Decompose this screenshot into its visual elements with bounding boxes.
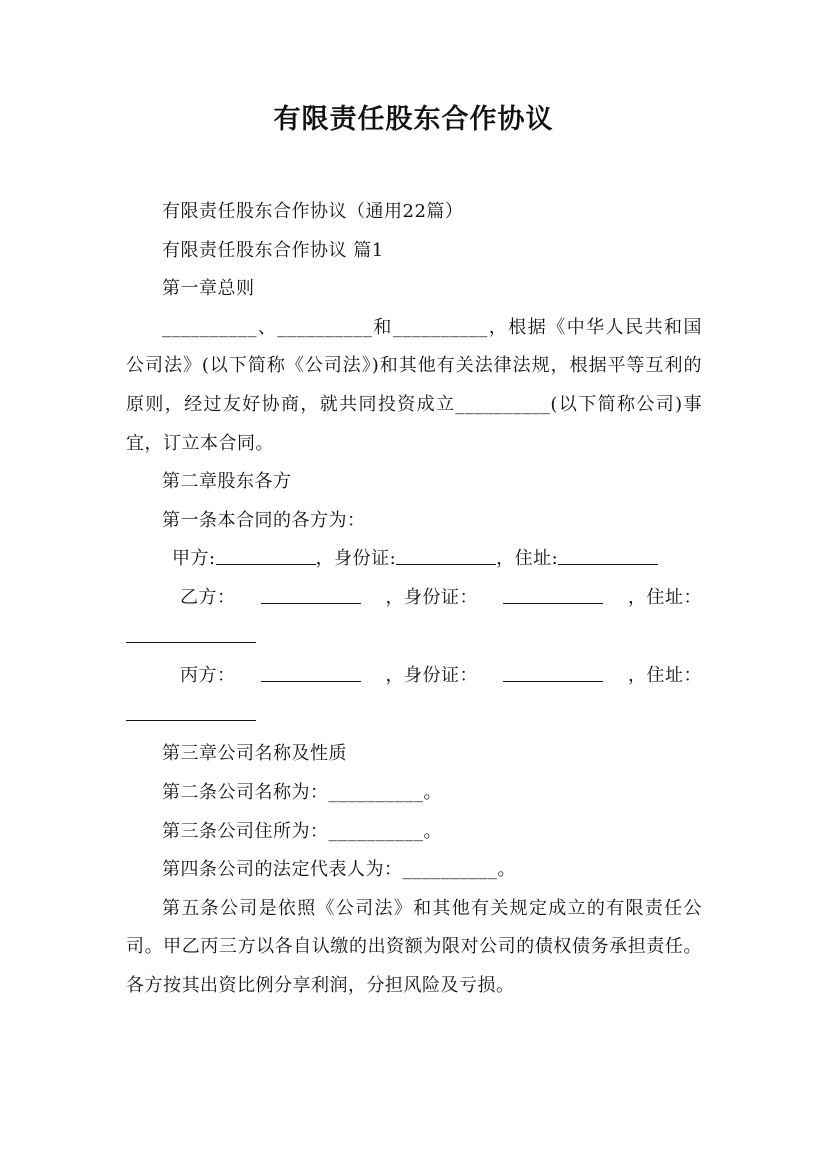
document-title: 有限责任股东合作协议 [273, 104, 554, 135]
address-blank[interactable] [126, 618, 256, 643]
id-label: ，身份证: [315, 548, 397, 570]
name-blank[interactable] [261, 579, 361, 604]
address-label: ，住址： [628, 665, 702, 687]
paragraph: __________、__________和__________，根据《中华人民共和国公司法》(以下简称《公司法》)和其他有关法律法规，根据平等互利的原则，经过友好协商，就共同投资成立__________(以下简称公司)事宜，订立本合同。 [126, 316, 702, 454]
id-blank[interactable] [396, 540, 496, 565]
id-blank[interactable] [503, 579, 603, 604]
paragraph: 第四条公司的法定代表人为：__________。 [162, 859, 516, 881]
party-a-line [126, 540, 702, 579]
id-label: ，身份证： [385, 586, 478, 608]
doc-subtitle: 有限责任股东合作协议（通用22篇） [162, 201, 464, 222]
name-blank[interactable] [261, 657, 361, 682]
id-label: ，身份证： [385, 665, 478, 687]
paragraph: 第三条公司住所为：__________。 [162, 820, 442, 842]
name-blank[interactable] [216, 540, 316, 565]
party-role: 丙方： [180, 665, 236, 687]
party-c-line [126, 657, 702, 696]
chapter-heading: 第一章总则 [162, 278, 255, 300]
document-body [126, 193, 702, 1005]
address-label: ，住址： [628, 586, 702, 608]
address-label: ，住址: [496, 548, 559, 570]
party-role: 乙方： [180, 586, 236, 608]
party-c-address-line [126, 696, 702, 736]
paragraph: 第五条公司是依照《公司法》和其他有关规定成立的有限责任公司。甲乙丙三方以各自认缴的出资额为限对公司的债权债务承担责任。各方按其出资比例分享利润，分担风险及亏损。 [126, 897, 702, 996]
address-blank[interactable] [558, 540, 658, 565]
paragraph: 第一条本合同的各方为： [162, 509, 366, 531]
chapter-heading: 第三章公司名称及性质 [162, 743, 347, 765]
id-blank[interactable] [503, 657, 603, 682]
party-role: 甲方: [172, 548, 216, 570]
article-heading: 有限责任股东合作协议 篇1 [162, 239, 384, 261]
party-b-address-line [126, 618, 702, 658]
chapter-heading: 第二章股东各方 [162, 471, 292, 493]
paragraph: 第二条公司名称为：__________。 [162, 781, 442, 803]
address-blank[interactable] [126, 696, 256, 721]
party-b-line [126, 579, 702, 618]
